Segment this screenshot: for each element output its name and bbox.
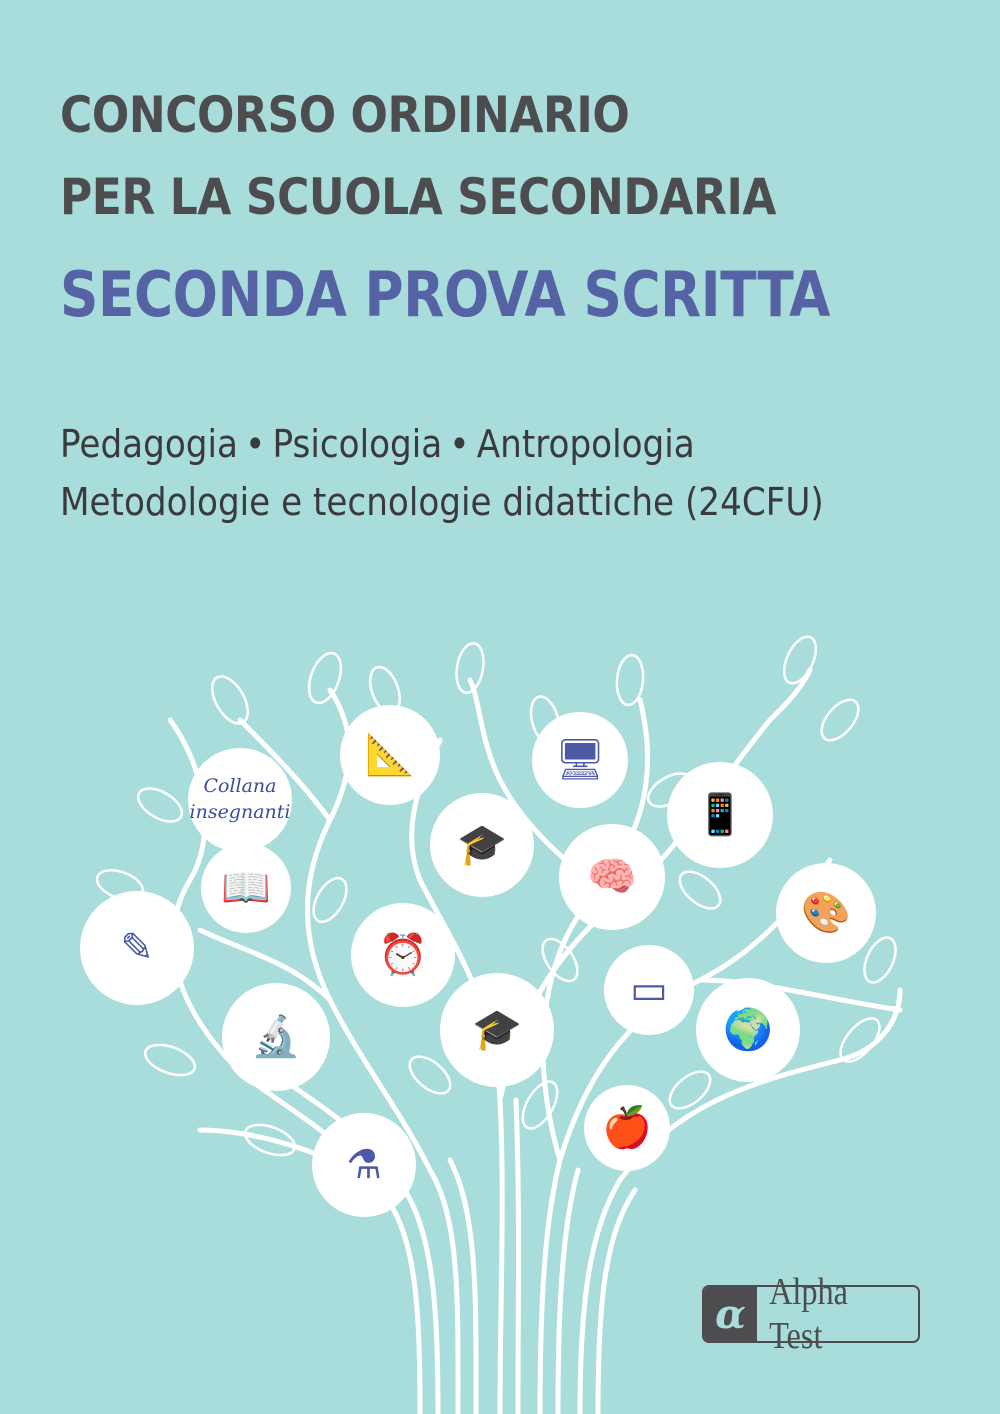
globe-circle [696,978,800,1082]
microscope-circle [222,983,330,1091]
open-book-icon: 📖 [221,865,271,911]
subject-antropologia: Antropologia [476,422,695,466]
brain-circle [559,824,665,930]
brain-icon: 🧠 [587,854,637,900]
microscope-icon: 🔬 [251,1014,301,1060]
graduate-circle [440,973,554,1087]
alpha-logo-icon: α [704,1287,757,1341]
apple-book-circle [584,1085,670,1171]
series-badge [188,748,292,852]
compass-circle [80,891,194,1005]
alarm-clock-icon: ⏰ [378,932,428,978]
compass-icon: ✎ [120,925,154,971]
flasks-circle [312,1113,416,1217]
separator-dot: • [449,422,470,466]
set-square-pencil-icon: 📐 [365,732,415,778]
subject-psicologia: Psicologia [272,422,443,466]
blackboard-circle [604,945,694,1035]
publisher-name: Alpha Test [769,1271,849,1357]
series-label-line-2: insegnanti [189,801,291,823]
palette-brush-circle [776,863,876,963]
separator-dot: • [245,422,266,466]
graduate-icon: 🎓 [472,1007,522,1053]
blackboard-icon: ▭ [630,967,668,1013]
tablet-touch-icon: 📱 [695,792,745,838]
flasks-icon: ⚗ [346,1142,382,1188]
title-line-3: SECONDA PROVA SCRITTA [60,258,830,331]
monitor-graduation-circle [430,793,534,897]
title-line-2: PER LA SCUOLA SECONDARIA [60,168,777,226]
apple-book-icon: 🍎 [602,1105,652,1151]
open-book-circle [201,843,291,933]
subjects-line-2: Metodologie e tecnologie didattiche (24CFU) [60,480,824,524]
palette-brush-icon: 🎨 [801,890,851,936]
alarm-clock-circle [351,903,455,1007]
subject-pedagogia: Pedagogia [60,422,238,466]
title-line-1: CONCORSO ORDINARIO [60,86,630,144]
monitor-graduation-icon: 🎓 [457,822,507,868]
video-call-icon: 🖥 [554,737,606,783]
globe-icon: 🌍 [723,1007,773,1053]
series-label-line-1: Collana [203,775,277,798]
set-square-pencil-circle [340,705,440,805]
video-call-circle [532,712,628,808]
tablet-touch-circle [667,762,773,868]
publisher-logo [702,1271,920,1357]
